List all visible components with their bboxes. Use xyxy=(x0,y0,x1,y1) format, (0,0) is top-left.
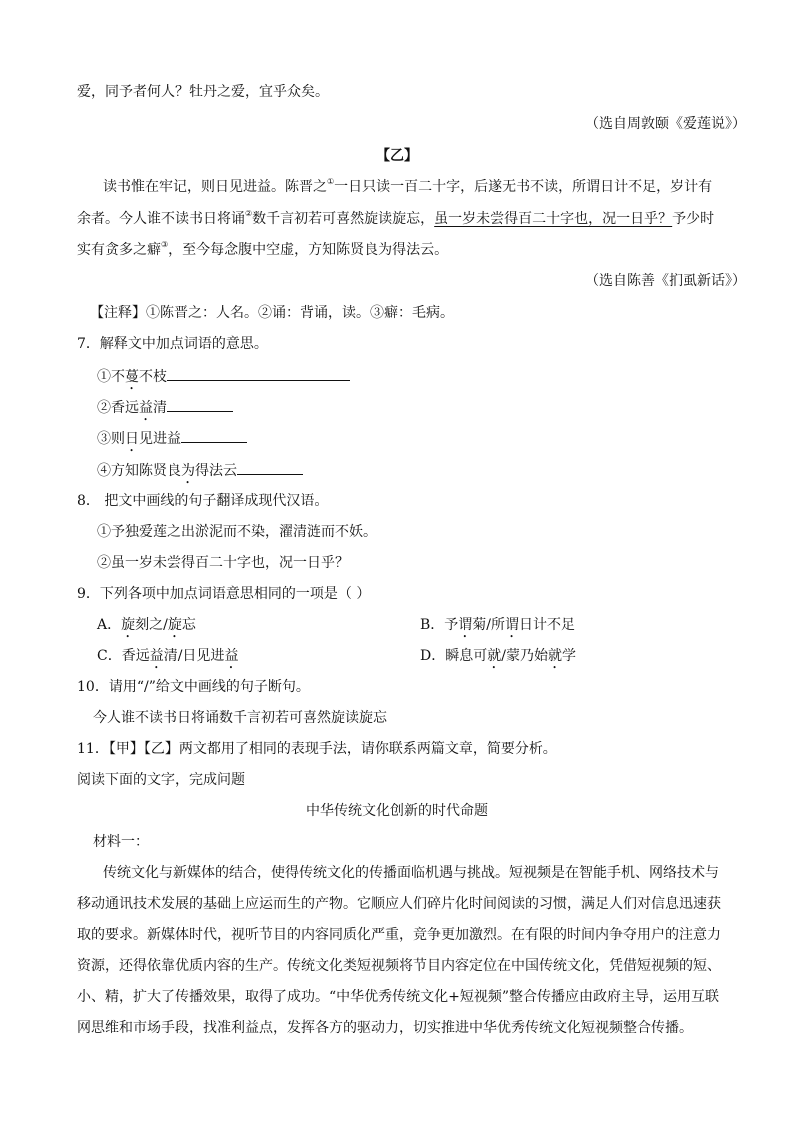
question-9-stem: 9．下列各项中加点词语意思相同的一项是（ ） xyxy=(77,586,371,602)
question-10-sentence: 今人谁不读书日将诵数千言初若可喜然旋读旋忘 xyxy=(93,710,387,726)
option-a[interactable]: A．旋刻之/旋忘 xyxy=(97,617,196,633)
article-title: 中华传统文化创新的时代命题 xyxy=(306,803,488,819)
footnote-marker-1: ① xyxy=(327,177,335,186)
question-7-item-2: ②香远益清 xyxy=(97,397,233,424)
answer-blank[interactable] xyxy=(237,460,303,475)
passage-yi-line-1: 读书惟在牢记，则日见进益。陈晋之①一日只读一百二十字，后遂无书不读，所谓日计不足，岁计有 xyxy=(103,177,713,195)
material-paragraph-line-4: 资源，还得依靠优质内容的生产。传统文化类短视频将节目内容定位在中国传统文化，凭借短视频的短、 xyxy=(77,958,721,974)
underlined-sentence: 虽一岁未尝得百二十字也，况一日乎？ xyxy=(434,211,673,227)
reading-intro: 阅读下面的文字，完成问题 xyxy=(77,772,245,788)
passage-yi-source: （选自陈善《扪虱新话》） xyxy=(585,273,746,289)
material-paragraph-line-3: 取的要求。新媒体时代，视听节目的内容同质化严重，竞争更加激烈。在有限的时间内争夺用户的注意力 xyxy=(77,927,721,943)
question-8-stem: 8． 把文中画线的句子翻译成现代汉语。 xyxy=(77,493,329,509)
material-paragraph-line-2: 移动通讯技术发展的基础上应运而生的产物。它顺应人们碎片化时间阅读的习惯，满足人们对信息迅速获 xyxy=(77,896,721,912)
answer-blank[interactable] xyxy=(167,397,233,412)
material-paragraph-line-5: 小、精，扩大了传播效果，取得了成功。“中华优秀传统文化+短视频”整合传播应由政府主导，运用互联 xyxy=(77,989,720,1005)
answer-blank[interactable] xyxy=(167,366,350,381)
footnote-marker-3: ③ xyxy=(161,240,169,249)
option-b[interactable]: B．予谓菊/所谓日计不足 xyxy=(420,617,576,633)
material-label: 材料一： xyxy=(93,834,149,850)
option-c[interactable]: C．香远益清/日见进益 xyxy=(97,648,239,664)
passage-jia-source: （选自周敦颐《爱莲说》） xyxy=(585,116,746,132)
passage-yi-heading: 【乙】 xyxy=(376,148,418,164)
question-7-stem: 7．解释文中加点词语的意思。 xyxy=(77,336,268,352)
question-11-stem: 11．【甲】【乙】两文都用了相同的表现手法，请你联系两篇文章，简要分析。 xyxy=(77,741,557,757)
material-paragraph-line-6: 网思维和市场手段，找准利益点，发挥各方的驱动力，切实推进中华优秀传统文化短视频整合传播。 xyxy=(77,1020,693,1036)
answer-blank[interactable] xyxy=(181,428,247,443)
question-7-item-3: ③则日见进益 xyxy=(97,428,247,455)
option-d[interactable]: D．瞬息可就/蒙乃始就学 xyxy=(420,648,576,664)
material-paragraph-line-1: 传统文化与新媒体的结合，使得传统文化的传播面临机遇与挑战。短视频是在智能手机、网络技术与 xyxy=(103,865,719,881)
passage-yi-line-2: 余者。今人谁不读书日将诵②数千言初若可喜然旋读旋忘，虽一岁未尝得百二十字也，况一日乎？予少时 xyxy=(77,209,715,227)
question-8-item-1: ①予独爱莲之出淤泥而不染，濯清涟而不妖。 xyxy=(97,524,377,540)
passage-yi-line-3: 实有贪多之癖③，至今每念腹中空虚，方知陈贤良为得法云。 xyxy=(77,240,449,258)
passage-jia-last-line: 爱，同予者何人？牡丹之爱，宜乎众矣。 xyxy=(77,84,329,100)
question-7-item-4: ④方知陈贤良为得法云 xyxy=(97,460,303,487)
question-8-item-2: ②虽一岁未尝得百二十字也，况一日乎？ xyxy=(97,555,349,571)
question-10-stem: 10．请用“/”给文中画线的句子断句。 xyxy=(77,679,310,695)
footnotes: 【注释】①陈晋之：人名。②诵：背诵，读。③癖：毛病。 xyxy=(90,305,454,321)
footnote-marker-2: ② xyxy=(245,209,253,218)
question-7-item-1: ①不蔓不枝 xyxy=(97,366,350,393)
